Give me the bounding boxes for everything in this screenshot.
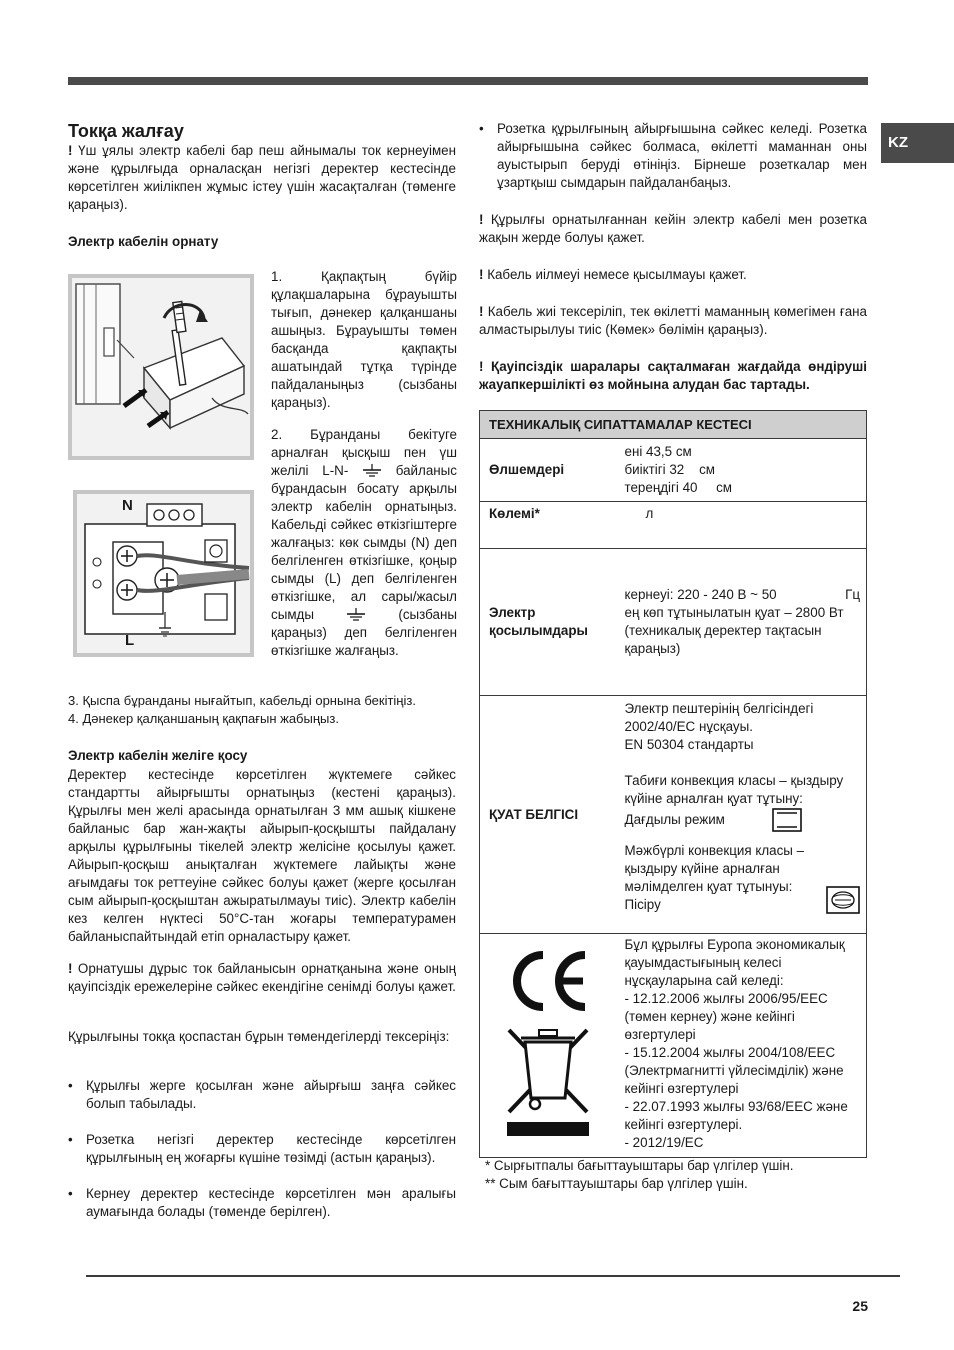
- wiring-terminal-illustration: [77, 494, 250, 653]
- language-tab: KZ: [881, 123, 954, 163]
- conventional-mode-icon: [772, 808, 802, 832]
- bottom-rule: [86, 1275, 900, 1277]
- step-2-text-c: (сызбаны қараңыз) деп белгіленген өткізгішке жалғаңыз.: [271, 607, 457, 658]
- ce-mark-icon: [505, 949, 591, 1018]
- forced-mode: Пісіру: [624, 897, 661, 912]
- list-item: • Розетка негізгі деректер кестесінде көрсетілген құрылғының ең жоғарғы күшіне төзімді (астын қараңыз).: [68, 1131, 456, 1167]
- volume-value: л: [616, 502, 867, 549]
- ground-symbol-icon: [346, 608, 366, 622]
- socket-list: [479, 120, 867, 192]
- natural-convection: Табиғи конвекция класы – қыздыру күйіне арналған қуат тұтыну:: [624, 773, 844, 806]
- terminal-box-illustration: [72, 278, 250, 456]
- note-1-text: Құрылғы орнатылғаннан кейін электр кабелі мен розетка жақын жерде болуы қажет.: [479, 212, 867, 245]
- table-row: [480, 502, 867, 549]
- energy-standard: EN 50304 стандарты: [624, 737, 754, 752]
- warning-mark: !: [68, 143, 79, 158]
- network-heading: Электр кабелін желіге қосу: [68, 748, 248, 763]
- list-item: • Құрылғы жерге қосылған және айырғыш заңға сәйкес болып табылады.: [68, 1077, 456, 1113]
- spec-table-header: ТЕХНИКАЛЫҚ СИПАТТАМАЛАР КЕСТЕСІ: [480, 411, 867, 439]
- terminal-box-figure: [68, 274, 254, 460]
- energy-label: ҚУАТ БЕЛГІСІ: [480, 696, 616, 934]
- natural-mode: Дағдылы режим: [624, 812, 725, 827]
- section-title: Токқа жалғау: [68, 121, 184, 141]
- neutral-label: N: [122, 497, 133, 514]
- ce-marks-cell: [480, 934, 616, 1158]
- warning-mark: !: [68, 961, 78, 976]
- note-3: [479, 303, 867, 339]
- ce-item: - 2012/19/EC: [624, 1135, 704, 1150]
- warning-mark: !: [479, 359, 492, 374]
- note-4-text: Қауіпсіздік шаралары сақталмаған жағдайда өндіруші жауапкершілікті өз мойнына алудан бас тартады.: [479, 359, 867, 392]
- electric-hz: Гц: [845, 587, 860, 602]
- warning-mark: !: [479, 304, 488, 319]
- natural-mode-row: [625, 808, 861, 832]
- step-1: 1. Қақпақтың бүйір құлақшаларына бұрауышты тығып, дәнекер қалқаншаны ашыңыз. Бұрауышты төмен басқанда қақпақты ашатындай тұтқа түрінде пайдаланыңыз (сызбаны қараңыз).: [271, 269, 457, 410]
- step-3: 3. Қыспа бұранданы нығайтып, кабельді орнына бекітіңіз.: [68, 693, 416, 708]
- check-list: [68, 1077, 456, 1221]
- dims-height: биіктігі 32 см: [624, 462, 715, 477]
- dims-label: Өлшемдері: [480, 439, 616, 502]
- volume-label: Көлемі*: [480, 502, 616, 549]
- footnote-1: * Сырғытпалы бағыттауыштары бар үлгілер үшін.: [485, 1158, 794, 1173]
- intro-text: Үш ұялы электр кабелі бар пеш айнымалы ток кернеуімен және құрылғыда орналасқан негізгі деректер кестесінде көрсетілген жиілікпен жұмыс істеу үшін жасақталған (төменге қараңыз).: [68, 143, 456, 212]
- ce-item: - 12.12.2006 жылғы 2006/95/EEC (төмен кернеу) және кейінгі өзгертулері: [624, 991, 828, 1042]
- forced-convection: Мәжбүрлі конвекция класы – қыздыру күйіне арналған мәлімделген қуат тұтынуы:: [624, 843, 805, 894]
- top-rule: [68, 77, 868, 85]
- electric-voltage-line: [625, 586, 861, 604]
- page-number: 25: [852, 1298, 868, 1314]
- note-3-text: Кабель жиі тексеріліп, тек өкілетті маманның көмегімен ғана алмастырылуы тиіс (Көмек» бөлімін қараңыз).: [479, 304, 867, 337]
- dims-width: ені 43,5 см: [624, 444, 692, 459]
- note-2: [479, 266, 867, 284]
- check-intro: Құрылғыны токқа қоспастан бұрын төмендегілерді тексеріңіз:: [68, 1029, 450, 1044]
- warning-mark: !: [479, 267, 488, 282]
- install-heading: Электр кабелін орнату: [68, 234, 219, 249]
- wiring-terminal-figure: [73, 490, 254, 657]
- live-label: L: [125, 632, 135, 649]
- step-4: 4. Дәнекер қалқаншаның қақпағын жабыңыз.: [68, 711, 339, 726]
- dims-depth: тереңдігі 40 см: [624, 480, 732, 495]
- ce-values: [616, 934, 867, 1158]
- weee-bin-icon: [505, 1026, 591, 1143]
- energy-values: [616, 696, 867, 934]
- intro-paragraph: [68, 142, 456, 214]
- note-2-text: Кабель иілмеуі немесе қысылмауы қажет.: [487, 267, 747, 282]
- warning-mark: !: [479, 212, 491, 227]
- ce-item: - 22.07.1993 жылғы 93/68/EEC және кейінгі өзгертулері.: [624, 1099, 848, 1132]
- electric-voltage: кернеуі: 220 - 240 В ~ 50: [624, 587, 777, 602]
- energy-directive: Электр пештерінің белгісіндегі 2002/40/ЕС нұсқауы.: [624, 701, 814, 734]
- step-2-text-a: 2. Бұранданы бекітуге арналған қысқыш пен үш желілі L-N-: [271, 427, 457, 478]
- electric-label: Электр қосылымдары: [480, 549, 616, 696]
- network-paragraph: Деректер кестесінде көрсетілген жүктемеге сәйкес стандартты айырғышты орнатыңыз (кестені қараңыз). Құрылғы мен желі арасында орнатылған 3 мм ашық кішкене байланыс бар жан-жақты айырып-қосқышты пайдалану арқылы құрылғыны тікелей электр желісіне қосылуы қажет. Айырып-қосқыш анықталған жүктемеге лайықты және ағымдағы ток реттеуіне сәйкес болуы қажет (жерге қосылған сым айырып-қосқыштан ажыратылмауы тиіс). Электр кабелін кез келген нүктесі 50°C-тан жоғары температурамен байланыспайтындай етіп орналастыру қажет.: [68, 767, 456, 944]
- table-row: [480, 549, 867, 696]
- installer-note: [68, 960, 456, 996]
- dims-values: [616, 439, 867, 502]
- ce-text: Бұл құрылғы Еуропа экономикалық қауымдастығының келесі нұсқауларына сай келеді:: [624, 937, 845, 988]
- list-item: • Розетка құрылғының айырғышына сәйкес келеді. Розетка айырғышына сәйкес болмаса, өкілетті маманнан оны ауыстырып беруді өтініңіз. Бірнеше розеткалар мен ұзартқыш сымдарын пайдаланбаңыз.: [479, 120, 867, 192]
- step-2-text-b: байланыс бұрандасын босату арқылы электр кабелін орнатыңыз. Кабельді сәйкес өткізгіштерге жалғаңыз: көк сымды (N) деп белгіленген өткізгішке, қоңыр сымды (L) деп белгіленген өткізгішке, ал сары/жасыл сымды: [271, 463, 457, 622]
- table-row: [480, 696, 867, 934]
- table-row: [480, 439, 867, 502]
- ground-symbol-icon: [362, 464, 382, 478]
- fan-mode-icon: [826, 886, 860, 914]
- ce-item: - 15.12.2004 жылғы 2004/108/EEC (Электрмагнитті үйлесімділік) және кейінгі өзгертулері: [624, 1045, 844, 1096]
- forced-convection-row: [625, 842, 861, 914]
- electric-values: [616, 549, 867, 696]
- spec-table: [479, 410, 867, 1158]
- footnote-2: ** Сым бағыттауыштары бар үлгілер үшін.: [485, 1176, 748, 1191]
- table-row: [480, 934, 867, 1158]
- electric-power: ең көп тұтынылатын қуат – 2800 Вт (техникалық деректер тақтасын қараңыз): [624, 605, 844, 656]
- step-2: [271, 426, 457, 660]
- list-item: • Кернеу деректер кестесінде көрсетілген мән аралығы аумағында болады (төменде берілген).: [68, 1185, 456, 1221]
- installer-note-text: Орнатушы дұрыс ток байланысын орнатқанына және оның қауіпсіздік ережелеріне сәйкес екендігіне сенімді болуы қажет.: [68, 961, 456, 994]
- note-4: [479, 358, 867, 394]
- note-1: [479, 211, 867, 247]
